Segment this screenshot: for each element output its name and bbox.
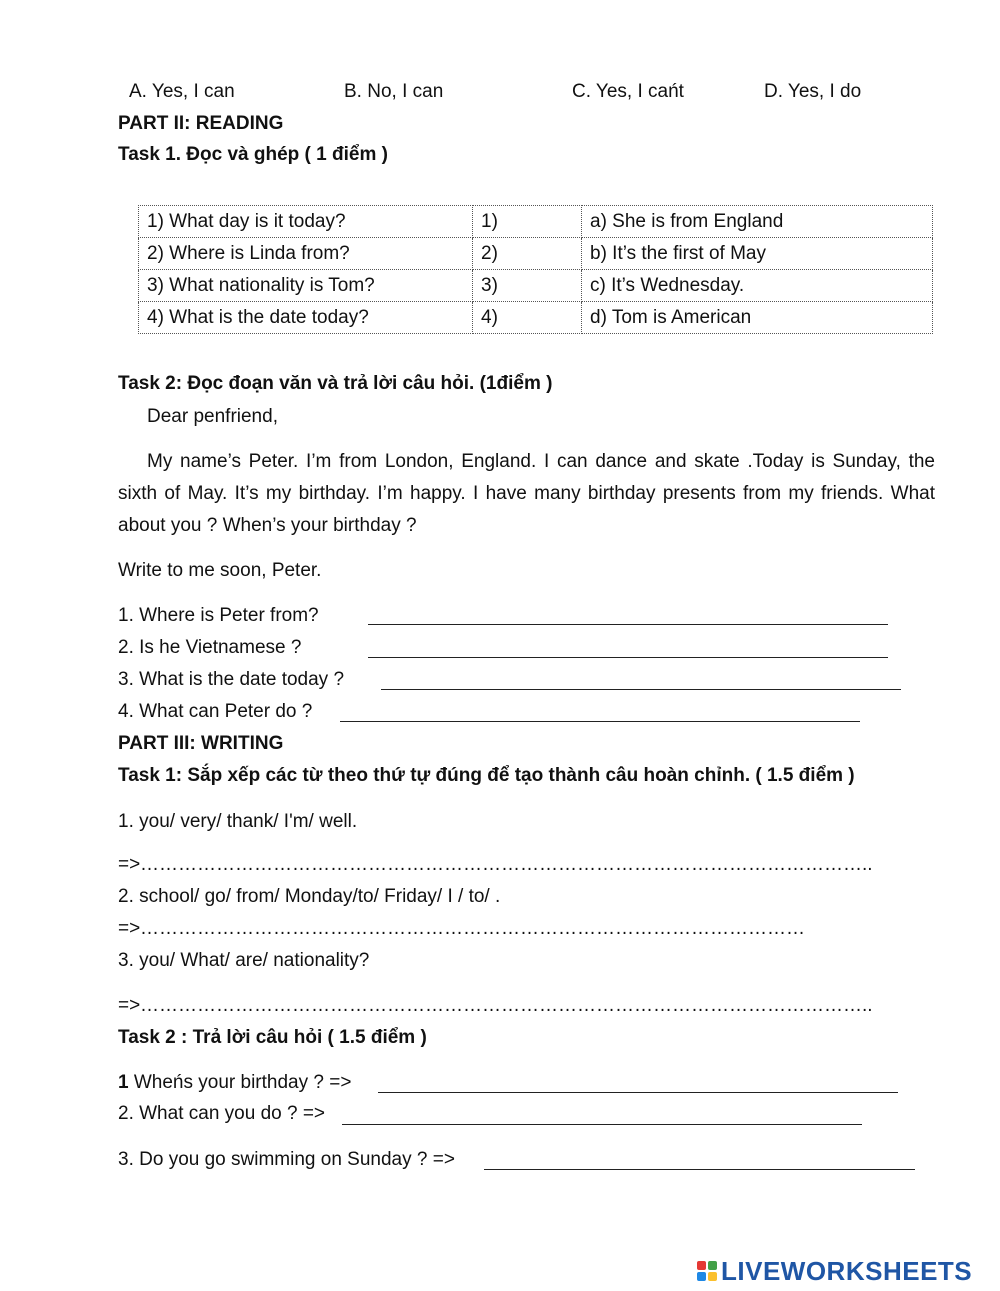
liveworksheets-logo — [697, 1255, 973, 1286]
option-c: C. Yes, I cańt — [572, 81, 684, 102]
question-cell: 1) What day is it today? — [139, 206, 473, 238]
part2-title: PART II: READING — [118, 113, 284, 134]
question-cell: 3) What nationality is Tom? — [139, 270, 473, 302]
answer-question-2: 2. What can you do ? => — [118, 1103, 326, 1124]
question-number: 1 — [118, 1072, 129, 1093]
logo-text: LIVEWORKSHEETS — [721, 1255, 973, 1286]
answer-blank-4[interactable] — [340, 721, 860, 722]
answer-dots-3[interactable]: …………………………………………………………………………………………………….. — [140, 995, 873, 1016]
part3-task1-title: Task 1: Sắp xếp các từ theo thứ tự đúng để tạo thành câu hoàn chỉnh. ( 1.5 điểm ) — [118, 765, 855, 786]
reading-question-3: 3. What is the date today ? — [118, 669, 345, 690]
reading-question-1: 1. Where is Peter from? — [118, 605, 319, 626]
answer-dots-1[interactable]: …………………………………………………………………………………………………….. — [140, 854, 873, 875]
reorder-item-1: 1. you/ very/ thank/ I'm/ well. — [118, 811, 358, 832]
answer-blank-2[interactable] — [368, 657, 888, 658]
table-row — [139, 270, 933, 302]
question-cell: 2) Where is Linda from? — [139, 238, 473, 270]
answer-dots-2[interactable]: …………………………………………………………………………………………… — [140, 918, 805, 939]
answer-question-1 — [118, 1071, 351, 1095]
reading-question-4: 4. What can Peter do ? — [118, 701, 313, 722]
answer-blank-7[interactable] — [484, 1169, 915, 1170]
answer-blank-6[interactable] — [342, 1124, 862, 1125]
letter-closing: Write to me soon, Peter. — [118, 560, 322, 581]
answer-option-cell: a) She is from England — [582, 206, 933, 238]
question-text: Wheńs your birthday ? => — [128, 1072, 352, 1093]
letter-paragraph: My name’s Peter. I’m from London, England. I can dance and skate .Today is Sunday, the sixth of May. It’s my birthday. I’m happy. I have many birthday presents from my friends. What about you ? When’s your birthday ? — [118, 451, 935, 536]
answer-number-cell[interactable]: 4) — [473, 302, 582, 334]
answer-prefix: => — [118, 854, 141, 875]
table-row — [139, 302, 933, 334]
part3-task2-title: Task 2 : Trả lời câu hỏi ( 1.5 điểm ) — [118, 1027, 427, 1048]
reorder-item-2: 2. school/ go/ from/ Monday/to/ Friday/ I / to/ . — [118, 886, 501, 907]
answer-option-cell: b) It’s the first of May — [582, 238, 933, 270]
answer-question-3: 3. Do you go swimming on Sunday ? => — [118, 1149, 455, 1170]
part2-task1-title: Task 1. Đọc và ghép ( 1 điểm ) — [118, 144, 388, 165]
part2-task2-title: Task 2: Đọc đoạn văn và trả lời câu hỏi. (1điểm ) — [118, 373, 553, 394]
answer-option-cell: d) Tom is American — [582, 302, 933, 334]
table-row — [139, 206, 933, 238]
answer-number-cell[interactable]: 1) — [473, 206, 582, 238]
answer-prefix: => — [118, 918, 141, 939]
letter-greeting: Dear penfriend, — [147, 406, 278, 427]
matching-table — [138, 205, 933, 334]
table-row — [139, 238, 933, 270]
answer-blank-3[interactable] — [381, 689, 901, 690]
reorder-item-3: 3. you/ What/ are/ nationality? — [118, 950, 370, 971]
answer-prefix: => — [118, 995, 141, 1016]
answer-number-cell[interactable]: 3) — [473, 270, 582, 302]
logo-cubes-icon — [697, 1261, 717, 1281]
reading-question-2: 2. Is he Vietnamese ? — [118, 637, 302, 658]
option-a: A. Yes, I can — [129, 81, 235, 102]
question-cell: 4) What is the date today? — [139, 302, 473, 334]
answer-blank-1[interactable] — [368, 624, 888, 625]
option-b: B. No, I can — [344, 81, 444, 102]
answer-blank-5[interactable] — [378, 1092, 898, 1093]
part3-title: PART III: WRITING — [118, 733, 284, 754]
option-d: D. Yes, I do — [764, 81, 862, 102]
answer-number-cell[interactable]: 2) — [473, 238, 582, 270]
answer-option-cell: c) It’s Wednesday. — [582, 270, 933, 302]
